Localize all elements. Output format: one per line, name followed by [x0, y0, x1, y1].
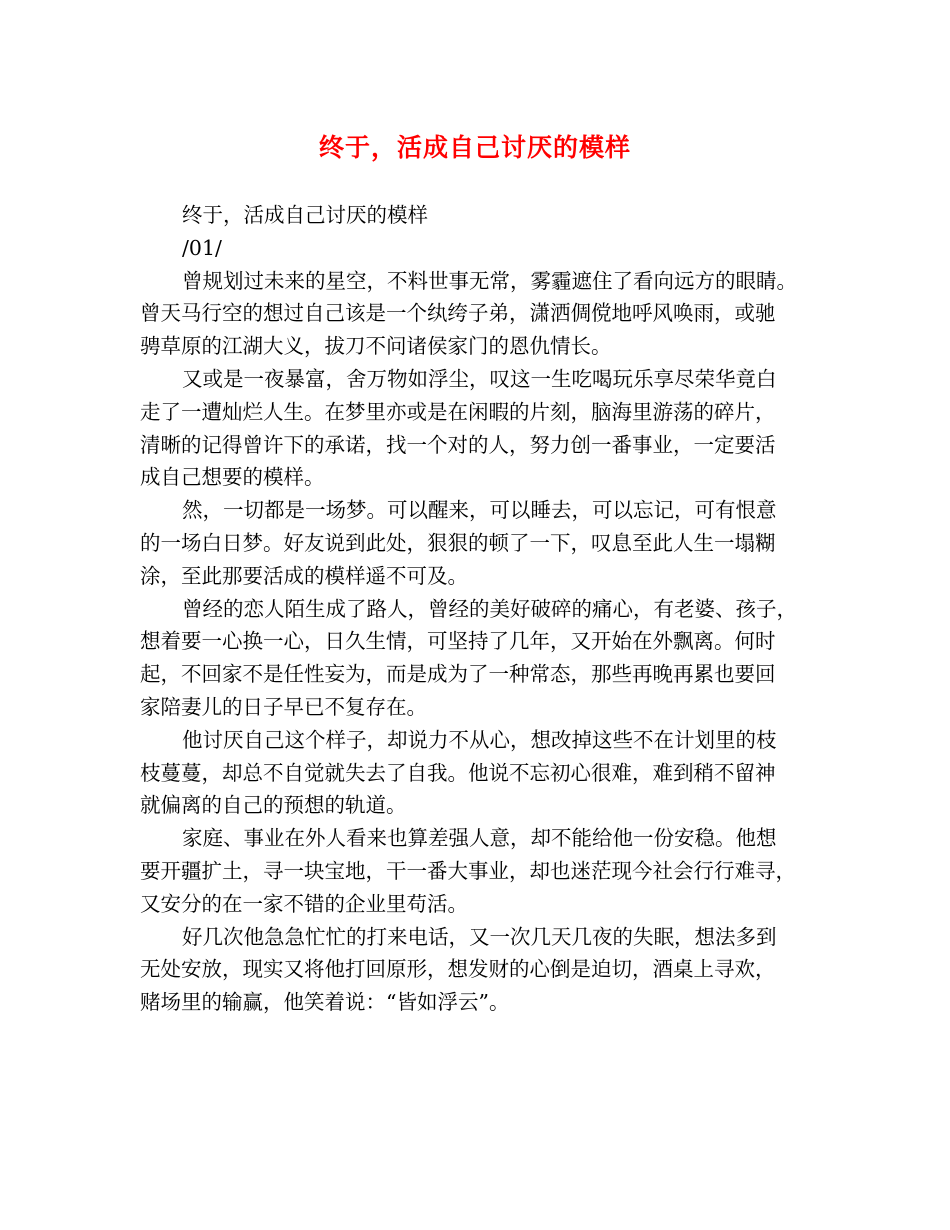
text-line: 无处安放，现实又将他打回原形，想发财的心倒是迫切，酒桌上寻欢， [140, 957, 776, 982]
text-line: /01/ [182, 235, 222, 260]
text-line: 枝蔓蔓，却总不自觉就失去了自我。他说不忘初心很难，难到稍不留神 [140, 760, 776, 785]
text-line: 终于，活成自己讨厌的模样 [182, 203, 428, 227]
text-line: 想着要一心换一心，日久生情，可坚持了几年，又开始在外飘离。何时 [140, 629, 776, 654]
text-line: 起，不回家不是任性妄为，而是成为了一种常态，那些再晚再累也要回 [140, 662, 776, 687]
text-line: 涂，至此那要活成的模样遥不可及。 [140, 563, 468, 588]
text-line: 然，一切都是一场梦。可以醒来，可以睡去，可以忘记，可有恨意 [182, 498, 777, 523]
text-line: 他讨厌自己这个样子，却说力不从心，想改掉这些不在计划里的枝 [182, 727, 777, 752]
text-line: 家庭、事业在外人看来也算差强人意，却不能给他一份安稳。他想 [182, 826, 777, 851]
text-line: 成自己想要的模样。 [140, 465, 325, 490]
text-line: 好几次他急急忙忙的打来电话，又一次几天几夜的失眠，想法多到 [182, 924, 777, 949]
text-line: 又或是一夜暴富，舍万物如浮尘，叹这一生吃喝玩乐享尽荣华竟白 [182, 366, 777, 391]
text-line: 走了一遭灿烂人生。在梦里亦或是在闲暇的片刻，脑海里游荡的碎片， [140, 399, 776, 424]
document-title: 终于，活成自己讨厌的模样 [318, 133, 631, 162]
text-line: 曾规划过未来的星空，不料世事无常，雾霾遮住了看向远方的眼睛。 [182, 268, 797, 293]
text-line: 曾经的恋人陌生成了路人，曾经的美好破碎的痛心，有老婆、孩子， [182, 596, 797, 621]
text-line: 骋草原的江湖大义，拔刀不问诸侯家门的恩仇情长。 [140, 334, 612, 359]
text-line: 家陪妻儿的日子早已不复存在。 [140, 694, 427, 719]
text-line: 的一场白日梦。好友说到此处，狠狠的顿了一下，叹息至此人生一塌糊 [140, 530, 776, 555]
text-line: 曾天马行空的想过自己该是一个纨绔子弟，潇洒倜傥地呼风唤雨，或驰 [140, 301, 776, 326]
text-line: 就偏离的自己的预想的轨道。 [140, 793, 407, 818]
text-line: 清晰的记得曾许下的承诺，找一个对的人，努力创一番事业，一定要活 [140, 432, 776, 457]
document-body [140, 199, 830, 1019]
text-line: 又安分的在一家不错的企业里苟活。 [140, 891, 468, 916]
text-line: 赌场里的输赢，他笑着说：“皆如浮云”。 [140, 990, 510, 1015]
text-line: 要开疆扩土，寻一块宝地，干一番大事业，却也迷茫现今社会行行难寻， [140, 858, 796, 883]
